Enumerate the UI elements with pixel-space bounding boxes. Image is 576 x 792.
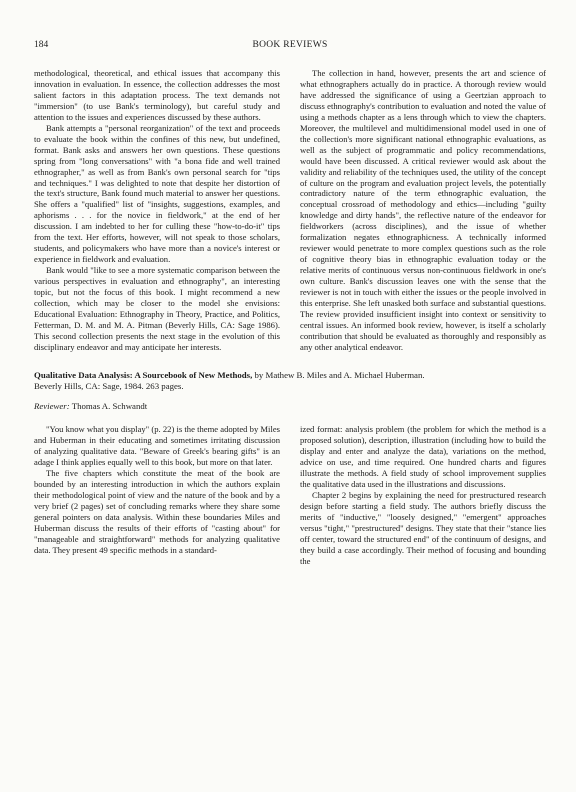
running-title: BOOK REVIEWS [252, 40, 328, 50]
book-authors: by Mathew B. Miles and A. Michael Huberman. [252, 369, 425, 380]
reviewer-name: Thomas A. Schwandt [69, 401, 148, 412]
paragraph: "You know what you display" (p. 22) is the theme adopted by Miles and Huberman in their educating and sometimes irritating discussion of analyzing qualitative data. "Beware of Greek's bearing gifts" is an adage I think applies equally well to this book, but more on that later. [34, 424, 280, 468]
paragraph: The collection in hand, however, presents the art and science of what ethnographers actually do in practice. A thorough review would have addressed the significance of using a Geertzian approach to discuss ethnography's contribution to evaluation and noted the value of using a methods chapter as a lens through which to view the chapters. Moreover, the multilevel and multidimensional model used in one of the collection's more significant national ethnographic evaluations, as well as the subject of programmatic and policy recommendations, would have been discussed. A critical reviewer would ask about the validity and reliability of the techniques used, the utility of the concept of culture on the program and evaluation project levels, the potentially contradictory nature of the term ethnographic evaluation, the conceptual crossroad of methodology and ethics—including "guilty knowledge and dirty hands", the reflective nature of the endeavor for fieldworkers (across disciplines), and the issue of whether formalization negates ethnographicness. A technically informed reviewer would penetrate to more complex questions such as the role of cognitive theory bias in ethnographic evaluation today or the relative merits of continuous versus non-continuous fieldwork in one's own culture. Bank's discussion leaves one with the sense that the reviewer is not in touch with either the issues or the people involved in this enterprise. She left unasked both surface and substantial questions. The review provided insufficient insight into context or sensitivity to central issues. An informed book review, however, is itself a scholarly contribution that should be evaluated as thoroughly and responsibly as any other analytical endeavor. [300, 68, 546, 352]
paragraph: Bank attempts a "personal reorganization" of the text and proceeds to evaluate the book within the confines of this new, but undefined, format. Bank asks and answers her own questions. These questions spring from "long conversations" with "a bona fide and well trained ethnographer," as well as from Bank's own personal search for "tips and techniques." I was delighted to note that despite her distortion of the text's structure, Bank found much material to answer her questions. She offers a "qualified" list of "insights, suggestions, examples, and aphorisms . . . for the novice in fieldwork," at the end of her discussion. I am indebted to her for culling these "how-to-do-it" tips from the text. Her efforts, however, will not speak to those scholars, students, and policymakers who have more than a novice's interest or experience in fieldwork and evaluation. [34, 122, 280, 265]
paragraph: The five chapters which constitute the meat of the book are bounded by an interesting introduction in which the authors explain their methodological point of view and the nature of the book and by a very brief (2 pages) set of concluding remarks where they share some general pointers on data analysis. Within these boundaries Miles and Huberman discuss the results of their efforts of "casting about" for "manageable and straightforward" methods for analyzing qualitative data. They present 49 specific methods in a standard- [34, 468, 280, 555]
review-body-columns [34, 424, 546, 566]
left-column [34, 68, 280, 353]
page-number: 184 [34, 40, 49, 50]
right-column [300, 424, 546, 566]
prior-review-columns [34, 68, 546, 353]
reviewer-label: Reviewer: [34, 401, 70, 412]
right-column [300, 68, 546, 353]
left-column [34, 424, 280, 566]
paragraph: Chapter 2 begins by explaining the need for prestructured research design before starting a field study. The authors briefly discuss the merits of "inductive," "loosely designed," "emergent" approaches versus "tight," "prestructured" designs. They state that their "stance lies off center, toward the structured end" of the continuum of designs, and they build a case accordingly. Their method of focusing and bounding the [300, 489, 546, 566]
reviewer-line [34, 401, 546, 412]
page-header [34, 40, 546, 56]
book-publication: Beverly Hills, CA: Sage, 1984. 263 pages. [34, 380, 184, 391]
review-citation [34, 370, 546, 392]
paragraph: Bank would "like to see a more systematic comparison between the various perspectives in evaluation and ethnography", an interesting topic, but not the focus of this book. I might recommend a new collection, which may be closer to the model she envisions: Educational Evaluation: Ethnography in Theory, Practice, and Politics, Fetterman, D. M. and M. A. Pitman (Beverly Hills, CA: Sage 1986). This second collection presents the next stage in the evolution of this disciplinary endeavor and may anticipate her interests. [34, 265, 280, 352]
paragraph: ized format: analysis problem (the problem for which the method is a proposed solution), description, illustration (including how to build the display and enter and analyze the data), variations on the method, advice on use, and time required. One hundred charts and figures illustrate the methods. A field study of school improvement supplies the qualitative data used in the illustrations and discussions. [300, 424, 546, 489]
book-title: Qualitative Data Analysis: A Sourcebook of New Methods, [34, 369, 253, 380]
paragraph: methodological, theoretical, and ethical issues that accompany this innovation in evaluation. In essence, the collection addresses the most salient factors in this adaptation process. The text demands not "immersion" (to use Bank's terminology), but careful study and attention to the issues and experiences discussed by these authors. [34, 68, 280, 122]
journal-page [34, 40, 546, 780]
